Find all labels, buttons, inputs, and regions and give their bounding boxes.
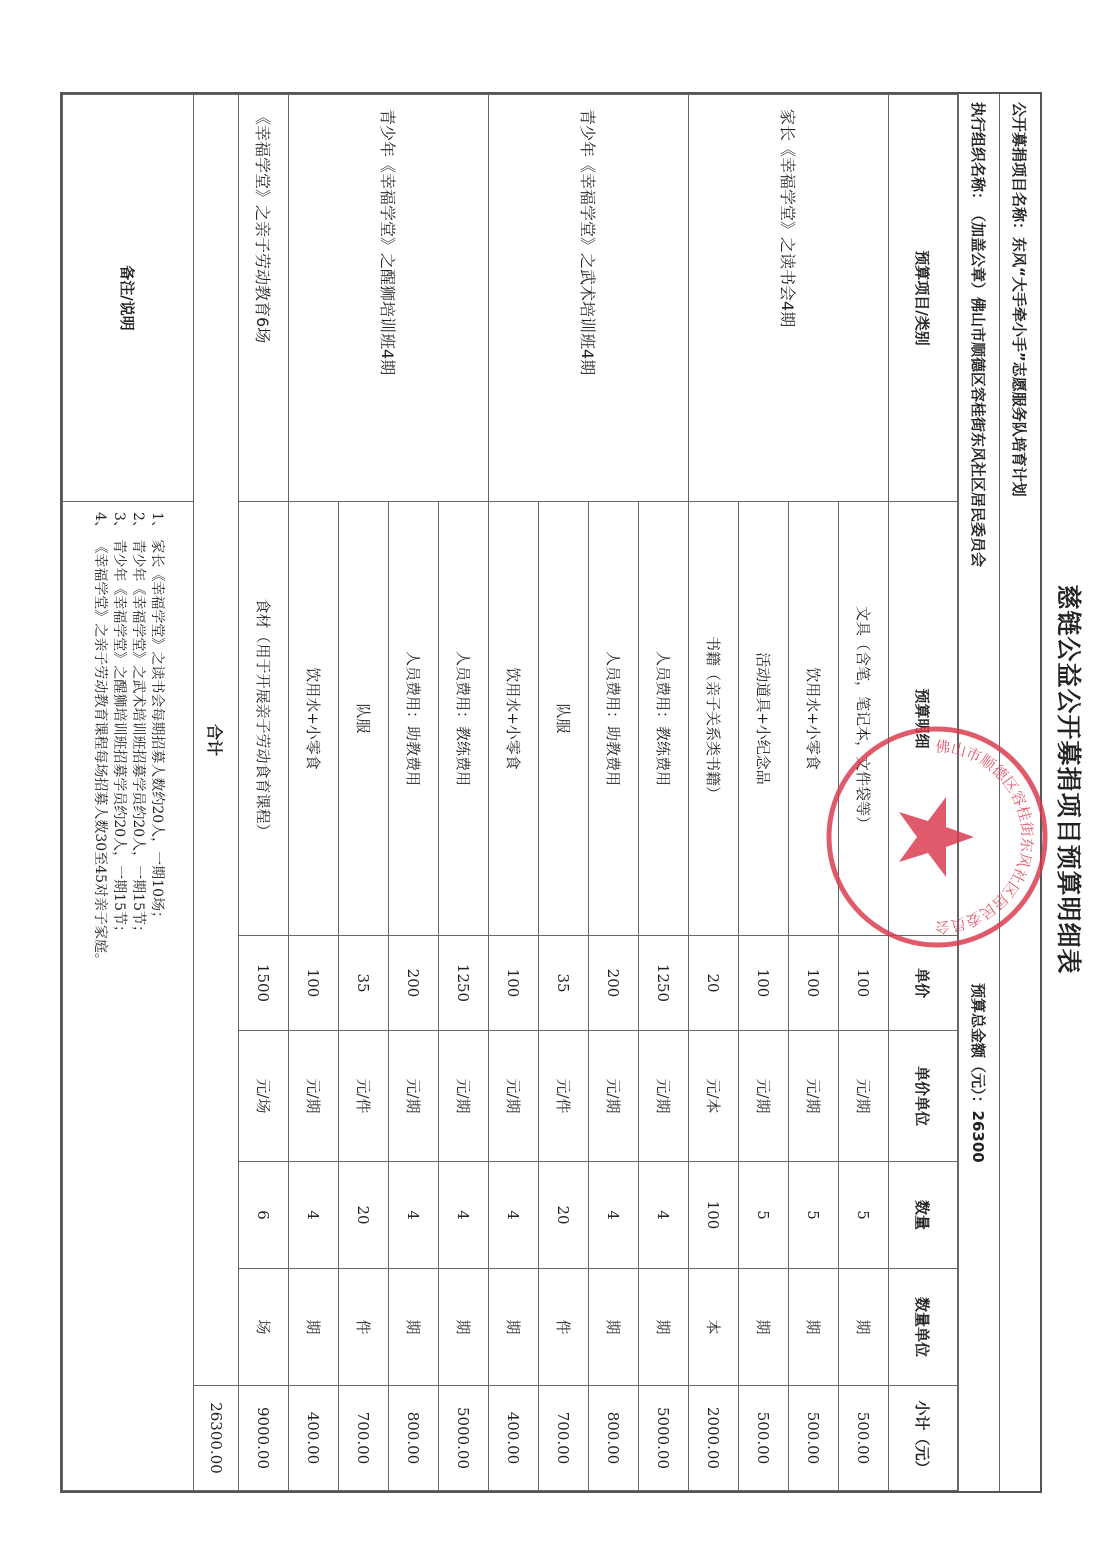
unit-price-cell: 35 [539, 936, 589, 1031]
header-unit-price: 单价 [889, 936, 958, 1031]
budget-total-label: 预算总金额（元）： [969, 983, 988, 1111]
subtotal-cell: 5000.00 [639, 1386, 689, 1491]
qty-unit-cell: 期 [439, 1269, 489, 1386]
subtotal-cell: 9000.00 [239, 1386, 289, 1491]
qty-unit-cell: 件 [539, 1269, 589, 1386]
price-unit-cell: 元/期 [739, 1031, 789, 1162]
price-unit-cell: 元/期 [389, 1031, 439, 1162]
subtotal-cell: 500.00 [789, 1386, 839, 1491]
price-unit-cell: 元/场 [239, 1031, 289, 1162]
quantity-cell: 4 [289, 1162, 339, 1269]
quantity-cell: 20 [339, 1162, 389, 1269]
quantity-cell: 4 [389, 1162, 439, 1269]
qty-unit-cell: 期 [389, 1269, 439, 1386]
unit-price-cell: 100 [739, 936, 789, 1031]
unit-price-cell: 100 [489, 936, 539, 1031]
project-name-row [999, 94, 1040, 1491]
detail-cell: 人员费用：助教费用 [589, 502, 639, 936]
subtotal-cell: 5000.00 [439, 1386, 489, 1491]
qty-unit-cell: 件 [339, 1269, 389, 1386]
quantity-cell: 4 [489, 1162, 539, 1269]
budget-total-value: 26300 [969, 1110, 988, 1163]
quantity-cell: 6 [239, 1162, 289, 1269]
header-category: 预算项目/类别 [889, 95, 958, 502]
price-unit-cell: 元/期 [839, 1031, 889, 1162]
price-unit-cell: 元/本 [689, 1031, 739, 1162]
document-title: 慈链公益公开募捐项目预算明细表 [1054, 584, 1083, 975]
note-item: 3、 青少年《幸福学堂》之醒狮培训班招募学员约20人，一期15节； [111, 512, 127, 939]
total-row [194, 95, 239, 1491]
header-subtotal: 小计（元） [889, 1386, 958, 1491]
price-unit-cell: 元/期 [639, 1031, 689, 1162]
header-detail: 预算明细 [889, 502, 958, 936]
org-row [958, 94, 999, 1491]
unit-price-cell: 100 [789, 936, 839, 1031]
org-name-value: （加盖公章）佛山市顺德区容桂街东风社区居民委员会 [969, 207, 988, 568]
category-cell: 青少年《幸福学堂》之醒狮培训班4期 [289, 95, 489, 502]
notes-row [63, 95, 194, 1491]
detail-cell: 队服 [339, 502, 389, 936]
detail-cell: 人员费用：教练费用 [639, 502, 689, 936]
price-unit-cell: 元/件 [339, 1031, 389, 1162]
detail-cell: 队服 [539, 502, 589, 936]
price-unit-cell: 元/期 [589, 1031, 639, 1162]
subtotal-cell: 500.00 [739, 1386, 789, 1491]
category-cell: 家长《幸福学堂》之读书会4期 [689, 95, 889, 502]
unit-price-cell: 1250 [639, 936, 689, 1031]
quantity-cell: 20 [539, 1162, 589, 1269]
detail-cell: 食材（用于开展亲子劳动食育课程） [239, 502, 289, 936]
price-unit-cell: 元/期 [789, 1031, 839, 1162]
project-name-value: 东风“大手牵小手”志愿服务队培育计划 [1010, 237, 1029, 497]
qty-unit-cell: 本 [689, 1269, 739, 1386]
detail-cell: 书籍（亲子关系类书籍） [689, 502, 739, 936]
qty-unit-cell: 期 [489, 1269, 539, 1386]
header-quantity: 数量 [889, 1162, 958, 1269]
subtotal-cell: 800.00 [589, 1386, 639, 1491]
unit-price-cell: 35 [339, 936, 389, 1031]
unit-price-cell: 100 [839, 936, 889, 1031]
table-row [239, 95, 289, 1491]
total-amount: 26300.00 [194, 1386, 239, 1491]
quantity-cell: 4 [589, 1162, 639, 1269]
note-item: 4、 《幸福学堂》之亲子劳动教育课程每场招募人数30至45对亲子家庭。 [92, 512, 108, 967]
detail-cell: 人员费用：教练费用 [439, 502, 489, 936]
detail-cell: 饮用水+小零食 [789, 502, 839, 936]
notes-list [90, 512, 166, 1490]
qty-unit-cell: 期 [639, 1269, 689, 1386]
unit-price-cell: 1250 [439, 936, 489, 1031]
quantity-cell: 5 [789, 1162, 839, 1269]
detail-cell: 饮用水+小零食 [289, 502, 339, 936]
detail-cell: 人员费用：助教费用 [389, 502, 439, 936]
subtotal-cell: 700.00 [339, 1386, 389, 1491]
qty-unit-cell: 期 [289, 1269, 339, 1386]
detail-cell: 文具（含笔，笔记本，文件袋等） [839, 502, 889, 936]
quantity-cell: 5 [739, 1162, 789, 1269]
quantity-cell: 4 [639, 1162, 689, 1269]
detail-cell: 活动道具+小纪念品 [739, 502, 789, 936]
price-unit-cell: 元/期 [439, 1031, 489, 1162]
unit-price-cell: 200 [589, 936, 639, 1031]
category-cell: 青少年《幸福学堂》之武术培训班4期 [489, 95, 689, 502]
note-item: 1、 家长《幸福学堂》之读书会每期招募人数约20人，一期10场； [149, 512, 165, 925]
unit-price-cell: 1500 [239, 936, 289, 1031]
notes-cell [63, 502, 194, 1491]
qty-unit-cell: 期 [839, 1269, 889, 1386]
category-cell: 《幸福学堂》之亲子劳动教育6场 [239, 95, 289, 502]
quantity-cell: 5 [839, 1162, 889, 1269]
qty-unit-cell: 期 [739, 1269, 789, 1386]
table-row [639, 95, 689, 1491]
subtotal-cell: 400.00 [289, 1386, 339, 1491]
qty-unit-cell: 期 [789, 1269, 839, 1386]
price-unit-cell: 元/件 [539, 1031, 589, 1162]
qty-unit-cell: 场 [239, 1269, 289, 1386]
seal-arc-text: 佛山市顺德区容桂街东风社区居民委员会 [934, 737, 1037, 937]
budget-total-field [969, 983, 990, 1491]
subtotal-cell: 800.00 [389, 1386, 439, 1491]
subtotal-cell: 2000.00 [689, 1386, 739, 1491]
table-header-row [889, 95, 958, 1491]
unit-price-cell: 200 [389, 936, 439, 1031]
subtotal-cell: 500.00 [839, 1386, 889, 1491]
unit-price-cell: 20 [689, 936, 739, 1031]
subtotal-cell: 700.00 [539, 1386, 589, 1491]
project-name-label: 公开募捐项目名称： [1010, 102, 1029, 238]
note-item: 2、 青少年《幸福学堂》之武术培训班招募学员约20人，一期15节； [130, 512, 146, 939]
table-row [439, 95, 489, 1491]
notes-label: 备注/说明 [63, 95, 194, 502]
quantity-cell: 100 [689, 1162, 739, 1269]
total-label: 合计 [194, 95, 239, 1386]
price-unit-cell: 元/期 [289, 1031, 339, 1162]
unit-price-cell: 100 [289, 936, 339, 1031]
qty-unit-cell: 期 [589, 1269, 639, 1386]
header-qty-unit: 数量单位 [889, 1269, 958, 1386]
org-name-label: 执行组织名称： [969, 102, 988, 208]
table-row [839, 95, 889, 1491]
budget-table [62, 94, 958, 1491]
price-unit-cell: 元/期 [489, 1031, 539, 1162]
subtotal-cell: 400.00 [489, 1386, 539, 1491]
budget-frame [60, 92, 1042, 1493]
header-price-unit: 单价单位 [889, 1031, 958, 1162]
quantity-cell: 4 [439, 1162, 489, 1269]
detail-cell: 饮用水+小零食 [489, 502, 539, 936]
